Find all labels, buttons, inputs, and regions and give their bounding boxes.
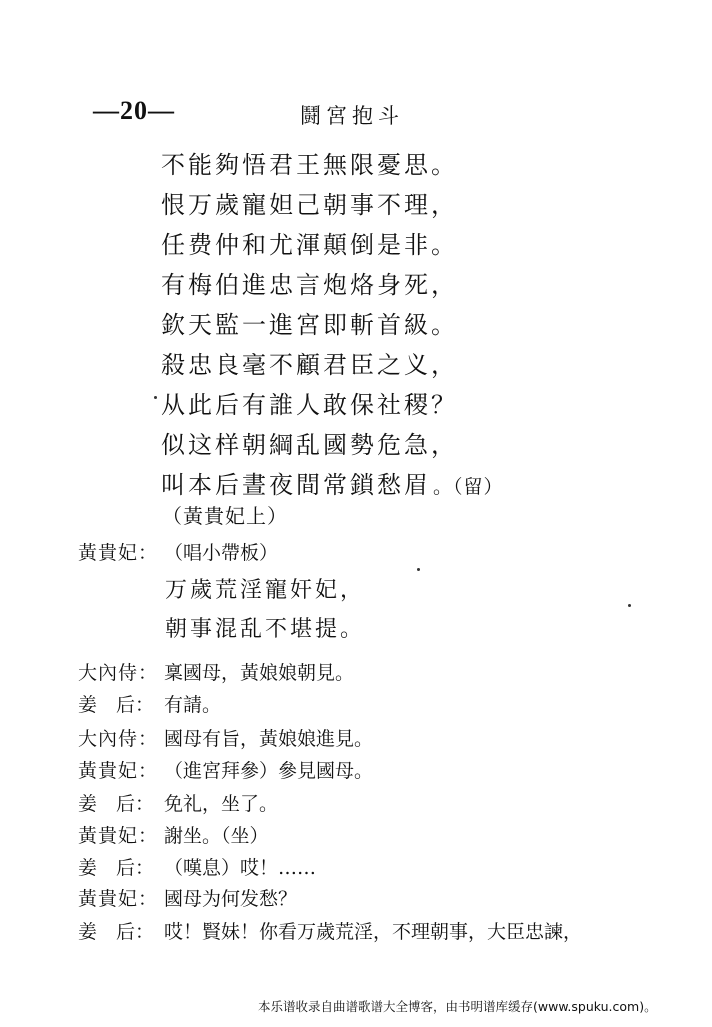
print-speck xyxy=(628,604,631,607)
speaker-label: 大內侍： xyxy=(78,662,159,684)
sung-line: 万歲荒淫寵奸妃， xyxy=(165,578,366,603)
speaker-label: 姜 后： xyxy=(78,921,155,943)
print-speck xyxy=(154,396,157,399)
speech-text: 免礼，坐了。 xyxy=(164,793,279,815)
dialogue-line xyxy=(78,884,297,914)
dialogue-line xyxy=(78,690,221,720)
speaker-label: 姜 后： xyxy=(78,857,155,879)
verse-text: 似这样朝綱乱國勢危急， xyxy=(161,431,458,459)
verse-line xyxy=(161,185,504,225)
speech-text: 國母有旨，黃娘娘進見。 xyxy=(164,728,374,750)
verse-block xyxy=(161,145,504,505)
verse-text: 从此后有誰人敢保社稷？ xyxy=(161,391,458,419)
speech-text: （進宮拜參）參見國母。 xyxy=(164,760,374,782)
verse-text: 殺忠良毫不顧君臣之义， xyxy=(161,351,458,379)
verse-line xyxy=(161,465,504,505)
verse-text: 不能夠悟君王無限憂思。 xyxy=(161,151,458,179)
speech-text: 謝坐。（坐） xyxy=(164,825,269,847)
verse-text: 任费仲和尤渾顛倒是非。 xyxy=(161,231,458,259)
verse-text: 恨万歲寵妲己朝事不理， xyxy=(161,191,458,219)
verse-text: 有梅伯進忠言炮烙身死， xyxy=(161,271,458,299)
verse-line xyxy=(161,305,504,345)
stage-direction: （黃貴妃上） xyxy=(162,504,288,528)
running-title: 鬪宮抱斗 xyxy=(300,104,404,128)
dialogue-line xyxy=(78,917,582,947)
verse-line xyxy=(161,225,504,265)
speech-text: （唱小帶板） xyxy=(164,542,279,564)
dialogue-line xyxy=(78,789,278,819)
speaker-label: 大內侍： xyxy=(78,728,159,750)
dialogue-line xyxy=(78,821,269,851)
dialogue-line xyxy=(78,538,278,568)
verse-note: 。（留） xyxy=(433,476,504,498)
dialogue-line xyxy=(78,658,354,688)
speech-text: 國母为何发愁？ xyxy=(164,888,298,910)
speaker-label: 姜 后： xyxy=(78,694,155,716)
footer-credit: 本乐谱收录自曲谱歌谱大全博客，由书明谱库缓存(www.spuku.com)。 xyxy=(258,999,657,1014)
dialogue-line xyxy=(78,853,316,883)
speaker-label: 黃貴妃： xyxy=(78,825,159,847)
verse-line xyxy=(161,345,504,385)
verse-line xyxy=(161,385,504,425)
speaker-label: 黃貴妃： xyxy=(78,888,159,910)
speech-text: （嘆息）哎！…… xyxy=(164,857,317,879)
speaker-label: 黃貴妃： xyxy=(78,542,159,564)
speech-text: 哎！賢妹！你看万歲荒淫，不理朝事，大臣忠諫， xyxy=(164,921,583,943)
speech-text: 稟國母，黃娘娘朝見。 xyxy=(164,662,355,684)
dialogue-line xyxy=(78,724,373,754)
dialogue-line xyxy=(78,756,373,786)
verse-line xyxy=(161,425,504,465)
verse-line xyxy=(161,265,504,305)
sung-line: 朝事混乱不堪提。 xyxy=(165,617,366,642)
speech-text: 有請。 xyxy=(164,694,222,716)
print-speck xyxy=(417,568,420,571)
verse-text: 叫本后晝夜間常鎖愁眉 xyxy=(161,471,431,499)
speaker-label: 姜 后： xyxy=(78,793,155,815)
speaker-label: 黃貴妃： xyxy=(78,760,159,782)
verse-text: 欽天監一進宮即斬首級。 xyxy=(161,311,458,339)
verse-line xyxy=(161,145,504,185)
page-number: —20— xyxy=(93,96,175,125)
